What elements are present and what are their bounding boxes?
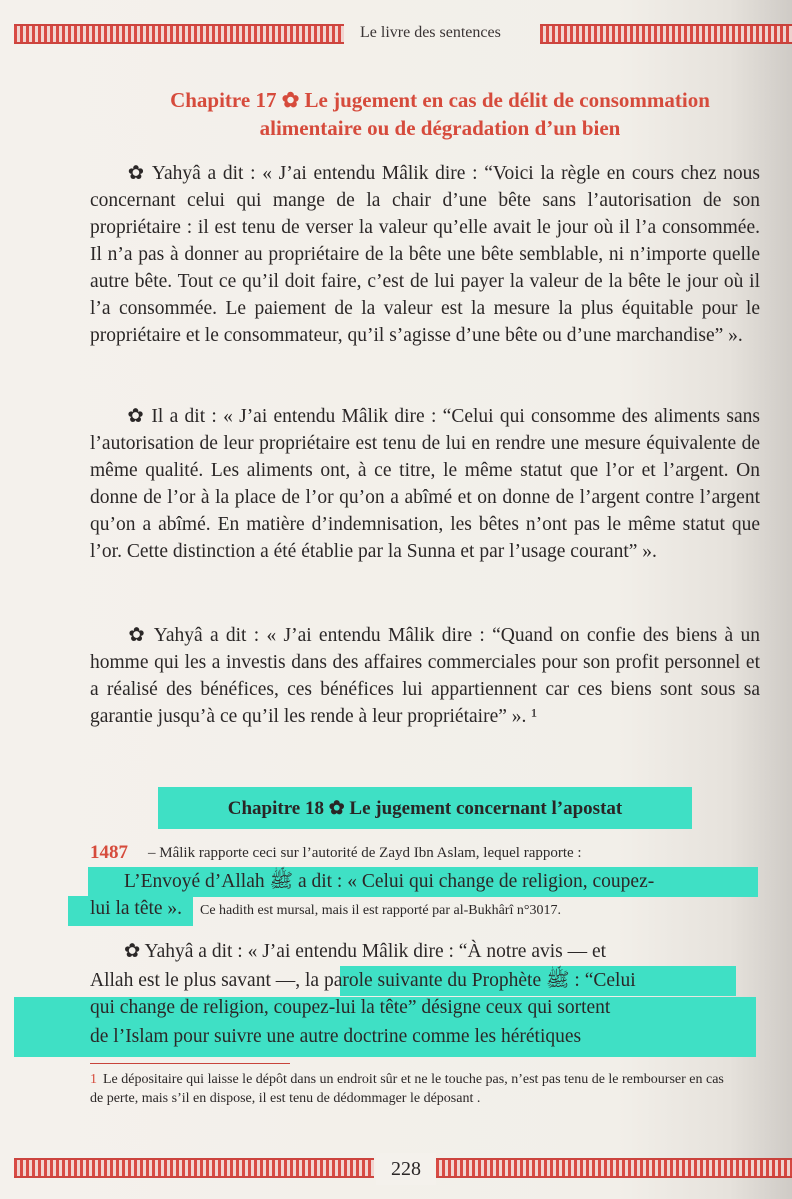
paragraph-text: ✿ Yahyâ a dit : « J’ai entendu Mâlik dire : “Voici la règle en cours chez nous concernant celui qui mange de la chair d’une bête sans l’autorisation de son propriétaire : il est tenu de verser la valeur qu’elle avait le jour où il l’a consommée. Il n’a pas à donner au propriétaire de la bête une bête semblable, ni n’importe quelle autre bête. Tout ce qu’il doit faire, c’est de lui payer la valeur de la bête le jour où il l’a consommée. Le paiement de la valeur est la mesure la plus équitable pour le propriétaire et le consommateur, qu’il s’agisse d’une bête ou d’une marchandise” ». [90, 163, 760, 346]
final-line2: Allah est le plus savant —, la parole suivante du Prophète ﷺ : “Celui [90, 970, 636, 991]
hadith-line1: L’Envoyé d’Allah ﷺ a dit : « Celui qui change de religion, coupez- [124, 871, 655, 892]
decorative-band [14, 24, 344, 44]
running-header: Le livre des sentences [360, 24, 501, 41]
decorative-band [430, 1158, 792, 1178]
footnote-marker: 1 [90, 1072, 97, 1087]
chapter-18-title [158, 787, 692, 829]
chapter-18-title-text: Chapitre 18 ✿ Le jugement concernant l’apostat [227, 797, 623, 819]
final-line1: ✿ Yahyâ a dit : « J’ai entendu Mâlik dire : “À notre avis — et [124, 941, 607, 962]
decorative-band [14, 1158, 374, 1178]
paragraph-2 [90, 403, 760, 565]
final-line3: qui change de religion, coupez-lui la tête” désigne ceux qui sortent [90, 997, 611, 1018]
page-number: 228 [376, 1153, 436, 1185]
hadith-note: Ce hadith est mursal, mais il est rapporté par al-Bukhârî n°3017. [200, 903, 561, 918]
footnote-rule [90, 1063, 290, 1064]
chapter-17-title [120, 86, 760, 142]
hadith-intro: – Mâlik rapporte ceci sur l’autorité de Zayd Ibn Aslam, lequel rapporte : [148, 845, 582, 861]
paragraph-text: ✿ Yahyâ a dit : « J’ai entendu Mâlik dire : “Quand on confie des biens à un homme qui les a investis dans des affaires commerciales pour son profit personnel et a réalisé des bénéfices, ces bénéfices lui appartiennent car ces biens sont sous sa garantie jusqu’à ce qu’il les rende à leur propriétaire” ». ¹ [90, 625, 760, 727]
hadith-number: 1487 [90, 842, 128, 863]
paragraph-1 [90, 160, 760, 349]
footnote-text: Le dépositaire qui laisse le dépôt dans un endroit sûr et ne le touche pas, n’est pas tenu de le rembourser en cas de perte, mais s’il en dispose, il est tenu de dédommager le déposant . [90, 1072, 724, 1106]
hadith-line2: lui la tête ». [90, 898, 183, 919]
paragraph-3 [90, 622, 760, 730]
footnote [90, 1070, 735, 1108]
decorative-band [540, 24, 792, 44]
chapter-17-title-line2: alimentaire ou de dégradation d’un bien [259, 116, 621, 140]
chapter-17-title-line1: Chapitre 17 ✿ Le jugement en cas de délit de consommation [170, 88, 710, 112]
paragraph-text: ✿ Il a dit : « J’ai entendu Mâlik dire : “Celui qui consomme des aliments sans l’autorisation de leur propriétaire est tenu de lui en rendre une mesure équivalente de même qualité. Les aliments ont, à ce titre, le même statut que l’or et l’argent. On donne de l’or à la place de l’or qu’on a abîmé et on donne de l’argent contre l’argent qu’on a abîmé. En matière d’indemnisation, les bêtes n’ont pas le même statut que l’or. Cette distinction a été établie par la Sunna et par l’usage courant” ». [90, 406, 760, 562]
final-line4: de l’Islam pour suivre une autre doctrine comme les hérétiques [90, 1026, 582, 1047]
